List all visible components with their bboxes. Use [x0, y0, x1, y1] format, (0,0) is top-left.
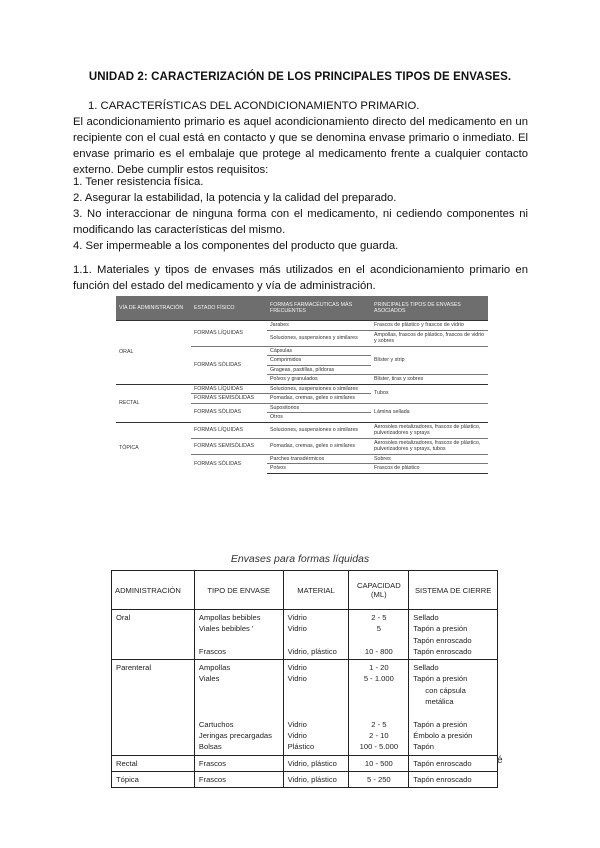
state-cell: FORMAS SÓLIDAS [194, 460, 242, 467]
capacidad-line [353, 707, 404, 718]
cierre-line: Tapón a presión [413, 624, 468, 634]
packaging-by-route-table [116, 296, 488, 474]
tipo-line: Frascos [198, 646, 226, 656]
tipo-line: Ampollas bebibles [198, 613, 261, 622]
tipo-cell [194, 755, 283, 771]
requirement-item: 1. Tener resistencia física. [73, 176, 204, 188]
cierre-line: Tapón a presión [413, 719, 468, 729]
material-cell [283, 755, 349, 771]
intro-paragraph: El acondicionamiento primario es aquel acondicionamiento directo del medicamento en un recipiente con el cual está en contacto y que se denomina envase primario o inmediato. El envase primario es el embalaje que protege al medicamento frente a cualquier contacto externo. Debe cumplir estos requisitos: [73, 116, 528, 176]
tipo-line [199, 685, 279, 696]
container-cell: Blíster y strip [371, 346, 488, 375]
column-header: TIPO DE ENVASE [194, 571, 283, 610]
capacidad-line: 100 - 5.000 [359, 742, 399, 752]
tipo-line [199, 696, 279, 707]
material-cell [283, 660, 349, 755]
form-cell: Polvos [267, 464, 371, 474]
state-cell: FORMAS SEMISÓLIDAS [191, 394, 267, 404]
container-cell: Lámina sellada [374, 409, 410, 416]
cierre-line: Tapón enroscado [413, 646, 472, 656]
subsection-paragraph: 1.1. Materiales y tipos de envases más utilizados en el acondicionamiento primario en función del estado del medicamento y vía de administración. [73, 264, 528, 292]
form-cell: Parches transdérmicos [267, 454, 371, 464]
material-cell [283, 771, 349, 787]
table-row [116, 384, 488, 394]
state-cell: FORMAS LÍQUIDAS [191, 422, 267, 438]
material-line [288, 635, 345, 646]
capacidad-cell [349, 771, 409, 787]
column-header: PRINCIPALES TIPOS DE ENVASES ASOCIADOS [371, 296, 488, 321]
capacidad-line: 2 - 5 [371, 613, 387, 622]
material-line: Vidrio, plástico [287, 646, 337, 656]
column-header: ADMINISTRACIÓN [112, 571, 195, 610]
tipo-line [199, 635, 279, 646]
form-cell: Cápsulas [267, 346, 371, 356]
material-line: Vidrio [287, 613, 307, 622]
form-cell: Polvos y granulados [270, 376, 318, 382]
cierre-line: Tapón enroscado [413, 774, 472, 784]
material-line: Vidrio [287, 674, 307, 684]
container-cell: Frascos de plástico y frascos de vidrio [371, 321, 488, 331]
capacidad-line: 5 [376, 624, 381, 634]
cierre-cell [409, 610, 498, 660]
capacidad-line [353, 685, 404, 696]
form-cell: Supositorios [267, 403, 371, 413]
state-cell: FORMAS SÓLIDAS [194, 361, 242, 368]
requirement-item: 4. Ser impermeable a los componentes del producto que guarda. [73, 240, 399, 252]
cierre-line [413, 707, 493, 718]
tipo-line: Ampollas [198, 663, 231, 673]
form-cell: Pomadas, cremas, geles o similares [267, 438, 371, 454]
table2-caption: Envases para formas líquidas [230, 553, 370, 565]
section-heading: 1. CARACTERÍSTICAS DEL ACONDICIONAMIENTO PRIMARIO. [88, 100, 420, 112]
cierre-line: Émbolo a presión [413, 730, 473, 740]
requirements-list [73, 174, 528, 254]
column-header: VÍA DE ADMINISTRACIÓN [116, 296, 191, 321]
container-cell: Aerosoles metalizadores, frascos de plástico, pulverizadores y sprays, tubos [371, 438, 488, 454]
route-cell: TÓPICA [116, 422, 191, 473]
capacidad-line: 5 - 1.000 [363, 674, 394, 684]
material-line: Vidrio [287, 624, 307, 634]
tipo-cell [194, 660, 283, 755]
tipo-cell [194, 610, 283, 660]
container-cell: Ampollas, frascos de plástico, frascos de vidrio y sobres [371, 330, 488, 346]
form-cell: Soluciones, suspensiones o similares [267, 422, 371, 438]
capacidad-line [353, 696, 404, 707]
table-row [116, 422, 488, 438]
cierre-cell [409, 755, 498, 771]
form-cell: Grageas, pastillas, píldoras [267, 365, 371, 375]
route-cell: ORAL [116, 321, 191, 385]
tipo-line: Frascos [198, 774, 226, 784]
material-line: Vidrio, plástico [287, 758, 337, 768]
cierre-line: Sellado [413, 663, 439, 673]
cierre-line: Sellado [413, 613, 439, 622]
table-header-row [112, 571, 498, 610]
capacidad-line: 2 - 5 [371, 719, 387, 729]
capacidad-cell [349, 610, 409, 660]
container-cell: Sobres [371, 454, 488, 464]
table-header-row [116, 296, 488, 321]
table-row [112, 771, 498, 787]
administration-cell: Parenteral [112, 660, 195, 755]
administration-cell: Tópica [112, 771, 195, 787]
administration-cell: Rectal [112, 755, 195, 771]
capacidad-cell [349, 755, 409, 771]
requirement-item: 2. Asegurar la estabilidad, la potencia y la calidad del preparado. [73, 192, 397, 204]
cierre-line: metálica [425, 697, 454, 707]
material-line: Vidrio, plástico [287, 774, 337, 784]
page-title: UNIDAD 2: CARACTERIZACIÓN DE LOS PRINCIPALES TIPOS DE ENVASES. [88, 71, 512, 83]
column-header: CAPACIDAD (ML) [349, 571, 409, 610]
liquid-forms-packaging-table [111, 570, 498, 788]
tipo-line: Frascos [198, 758, 226, 768]
tipo-line: Viales bebibles ' [198, 624, 254, 634]
form-cell: Comprimidos [267, 356, 371, 366]
form-cell: Jarabes [267, 321, 371, 331]
cierre-line: Tapón enroscado [413, 758, 472, 768]
material-line [288, 685, 345, 696]
form-cell: Soluciones, suspensiones y similares [267, 330, 371, 346]
tipo-line: Cartuchos [198, 719, 234, 729]
state-cell: FORMAS SÓLIDAS [194, 409, 242, 416]
column-header: ESTADO FÍSICO [191, 296, 267, 321]
capacidad-line: 10 - 800 [364, 646, 393, 656]
table-row [112, 610, 498, 660]
material-line: Vidrio [287, 663, 307, 673]
capacidad-line: 10 - 500 [364, 758, 393, 768]
capacidad-line: 2 - 10 [369, 730, 389, 740]
tipo-cell [194, 771, 283, 787]
table-row [112, 755, 498, 771]
state-cell: FORMAS LÍQUIDAS [191, 321, 267, 347]
material-line [288, 696, 345, 707]
capacidad-line: 1 - 20 [369, 663, 389, 673]
requirement-item: 3. No interaccionar de ninguna forma con el medicamento, ni cediendo componentes ni modificando las características del mismo. [73, 208, 528, 236]
margin-mark: é [497, 755, 503, 766]
cierre-line: Tapón [413, 742, 434, 752]
material-line: Vidrio [287, 730, 307, 740]
form-cell: Otros [270, 414, 283, 420]
material-cell [283, 610, 349, 660]
cierre-line: Tapón a presión [413, 674, 468, 684]
cierre-cell [409, 771, 498, 787]
route-cell: RECTAL [116, 384, 191, 422]
container-cell: Tubos [371, 384, 488, 403]
cierre-line: con cápsula [425, 685, 466, 695]
container-cell: Frascos de plástico [371, 464, 488, 474]
cierre-cell [409, 660, 498, 755]
tipo-line: Jeringas precargadas [198, 730, 272, 740]
state-cell: FORMAS SEMISÓLIDAS [191, 438, 267, 454]
state-cell: FORMAS LÍQUIDAS [191, 384, 267, 394]
column-header: MATERIAL [283, 571, 349, 610]
table-row [116, 321, 488, 331]
column-header: FORMAS FARMACÉUTICAS MÁS FRECUENTES [267, 296, 371, 321]
tipo-line: Bolsas [198, 742, 222, 752]
material-line [288, 707, 345, 718]
container-cell: Blíster, tiras y sobres [374, 376, 424, 382]
column-header: SISTEMA DE CIERRE [409, 571, 498, 610]
capacidad-line: 5 - 250 [367, 774, 391, 784]
tipo-line: Viales [198, 674, 220, 684]
cierre-line: Tapón enroscado [413, 635, 472, 645]
material-line: Vidrio [287, 719, 307, 729]
administration-cell: Oral [112, 610, 195, 660]
table-row [112, 660, 498, 755]
form-cell: Soluciones, suspensiones o similares [267, 384, 371, 394]
capacidad-line [353, 635, 404, 646]
container-cell: Aerosoles metalizadores, frascos de plástico, pulverizadores y sprays [371, 422, 488, 438]
material-line: Plástico [287, 742, 315, 752]
capacidad-cell [349, 660, 409, 755]
form-cell: Pomadas, cremas, geles o similares [267, 394, 371, 404]
tipo-line [199, 707, 279, 718]
